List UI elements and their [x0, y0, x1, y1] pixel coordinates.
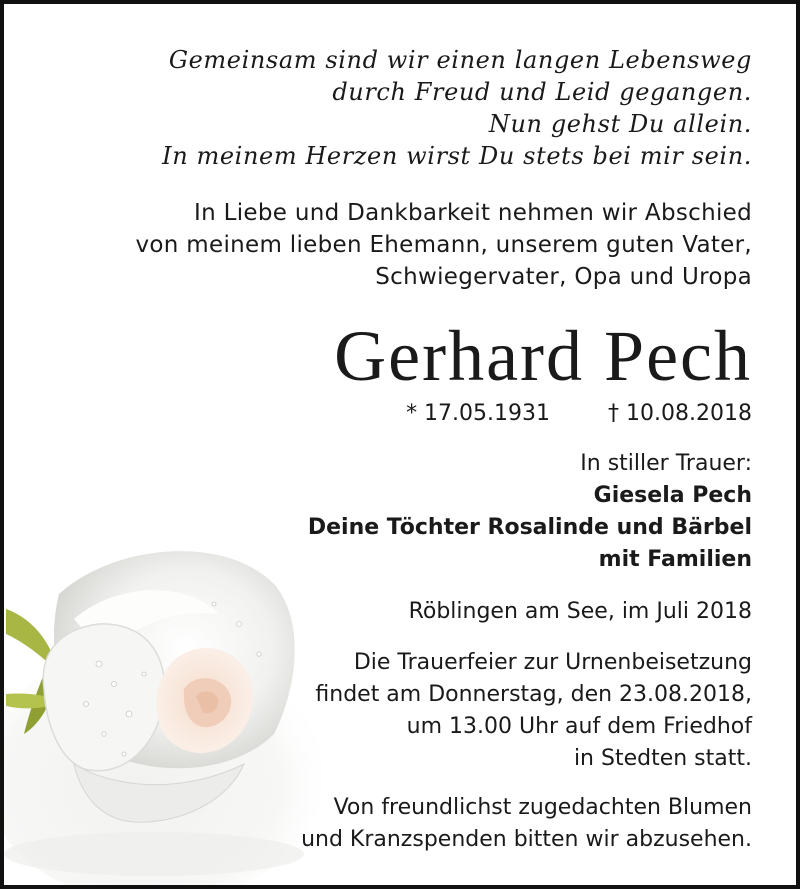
ceremony-info: [315, 647, 752, 775]
closing-line: Von freundlichst zugedachten Blumen: [333, 795, 752, 820]
mourner-name: Deine Töchter Rosalinde und Bärbel: [307, 515, 752, 540]
poem-line: Gemeinsam sind wir einen langen Lebensweg: [168, 46, 752, 74]
white-rose-image: [4, 524, 324, 889]
deceased-name: Gerhard Pech: [334, 316, 752, 396]
poem-line: durch Freud und Leid gegangen.: [332, 78, 752, 106]
mourners-heading: In stiller Trauer:: [580, 451, 752, 476]
death-date: † 10.08.2018: [608, 401, 752, 426]
closing-note: [301, 792, 752, 856]
mourner-name: mit Familien: [598, 547, 752, 572]
mourner-name: Giesela Pech: [593, 483, 752, 508]
ceremony-line: Die Trauerfeier zur Urnenbeisetzung: [353, 650, 752, 675]
poem-verse: [162, 44, 752, 172]
closing-line: und Kranzspenden bitten wir abzusehen.: [301, 827, 752, 852]
life-dates: [406, 400, 752, 428]
birth-date: * 17.05.1931: [406, 401, 551, 426]
ceremony-line: findet am Donnerstag, den 23.08.2018,: [315, 682, 752, 707]
farewell-intro: [136, 197, 752, 293]
intro-line: Schwiegervater, Opa und Uropa: [375, 264, 752, 290]
poem-line: Nun gehst Du allein.: [488, 110, 752, 138]
ceremony-line: um 13.00 Uhr auf dem Friedhof: [406, 714, 752, 739]
intro-line: In Liebe und Dankbarkeit nehmen wir Abschied: [194, 200, 752, 226]
mourners-list: [308, 448, 752, 576]
poem-line: In meinem Herzen wirst Du stets bei mir sein.: [162, 142, 752, 170]
intro-line: von meinem lieben Ehemann, unserem guten Vater,: [135, 232, 752, 258]
ceremony-line: in Stedten statt.: [573, 746, 752, 771]
place-date: Röblingen am See, im Juli 2018: [408, 599, 752, 624]
